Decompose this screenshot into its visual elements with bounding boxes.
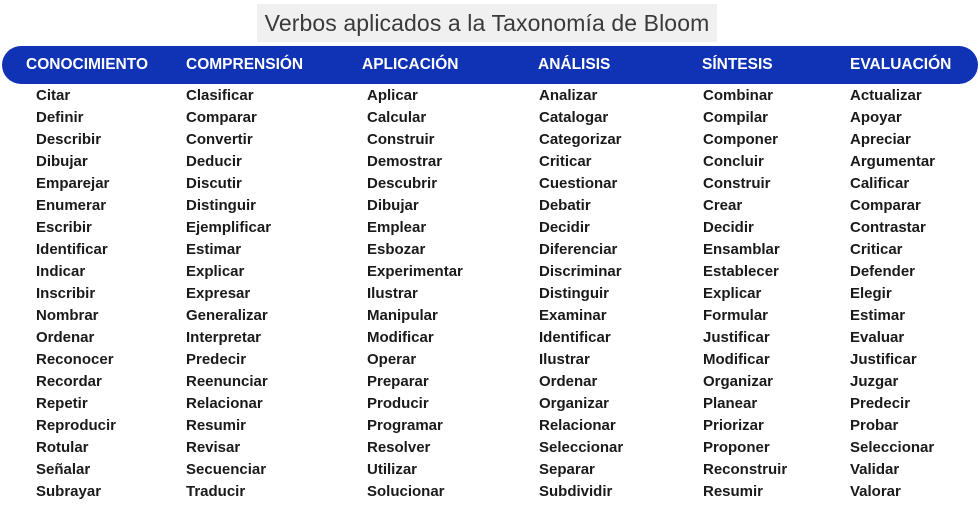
verb-item: Calificar (850, 175, 910, 192)
verb-item: Clasificar (186, 87, 254, 104)
verb-item: Dibujar (367, 197, 419, 214)
verb-item: Rotular (36, 439, 89, 456)
verb-item: Decidir (539, 219, 590, 236)
page-title: Verbos aplicados a la Taxonomía de Bloom (257, 4, 717, 42)
verb-item: Contrastar (850, 219, 926, 236)
verb-list-comprension (186, 85, 271, 503)
verb-item: Subrayar (36, 483, 102, 500)
verb-item: Experimentar (367, 263, 463, 280)
verb-item: Catalogar (539, 109, 609, 126)
verb-item: Señalar (36, 461, 91, 478)
verb-item: Ordenar (539, 373, 598, 390)
verb-item: Solucionar (367, 483, 445, 500)
verb-item: Validar (850, 461, 900, 478)
verb-item: Construir (367, 131, 435, 148)
verb-item: Identificar (36, 241, 108, 258)
verb-item: Revisar (186, 439, 241, 456)
verb-item: Modificar (367, 329, 434, 346)
verb-item: Reconstruir (703, 461, 788, 478)
verb-item: Inscribir (36, 285, 96, 302)
verb-item: Estimar (850, 307, 906, 324)
verb-item: Ensamblar (703, 241, 780, 258)
verb-item: Separar (539, 461, 595, 478)
verb-item: Calcular (367, 109, 427, 126)
verb-item: Crear (703, 197, 743, 214)
verb-item: Expresar (186, 285, 251, 302)
verb-item: Resolver (367, 439, 431, 456)
verb-item: Apreciar (850, 131, 911, 148)
verb-list-sintesis (703, 85, 787, 503)
verb-item: Enumerar (36, 197, 107, 214)
verb-item: Justificar (850, 351, 917, 368)
verb-item: Programar (367, 417, 443, 434)
verb-item: Distinguir (186, 197, 256, 214)
verb-item: Emparejar (36, 175, 110, 192)
verb-item: Estimar (186, 241, 242, 258)
verb-item: Justificar (703, 329, 770, 346)
verb-item: Diferenciar (539, 241, 618, 258)
verb-item: Operar (367, 351, 417, 368)
verb-item: Criticar (850, 241, 903, 258)
verb-item: Priorizar (703, 417, 764, 434)
verb-item: Compilar (703, 109, 769, 126)
verb-item: Deducir (186, 153, 242, 170)
verb-item: Modificar (703, 351, 770, 368)
verb-item: Organizar (703, 373, 774, 390)
verb-item: Explicar (703, 285, 762, 302)
verb-item: Demostrar (367, 153, 443, 170)
verb-item: Ordenar (36, 329, 95, 346)
column-header-conocimiento: CONOCIMIENTO (26, 56, 148, 73)
verb-item: Juzgar (850, 373, 899, 390)
verb-list-evaluacion (850, 85, 935, 503)
verb-item: Seleccionar (539, 439, 624, 456)
verb-list-analisis (539, 85, 623, 503)
verb-item: Ilustrar (539, 351, 590, 368)
verb-item: Generalizar (186, 307, 268, 324)
verb-item: Describir (36, 131, 102, 148)
verb-item: Formular (703, 307, 769, 324)
verb-item: Examinar (539, 307, 607, 324)
verb-item: Nombrar (36, 307, 99, 324)
verb-item: Construir (703, 175, 771, 192)
verb-item: Combinar (703, 87, 774, 104)
column-header-comprension: COMPRENSIÓN (186, 56, 304, 73)
verb-list-conocimiento (36, 85, 116, 503)
verb-item: Evaluar (850, 329, 905, 346)
verb-item: Comparar (186, 109, 257, 126)
verb-item: Esbozar (367, 241, 426, 258)
verb-item: Debatir (539, 197, 591, 214)
verb-item: Reenunciar (186, 373, 268, 390)
verb-item: Explicar (186, 263, 245, 280)
column-header-sintesis: SÍNTESIS (702, 56, 773, 73)
verb-item: Componer (703, 131, 778, 148)
verb-item: Probar (850, 417, 899, 434)
verb-item: Elegir (850, 285, 892, 302)
verb-item: Cuestionar (539, 175, 618, 192)
verb-item: Reproducir (36, 417, 117, 434)
verb-item: Traducir (186, 483, 246, 500)
verb-item: Preparar (367, 373, 429, 390)
verb-item: Producir (367, 395, 429, 412)
verb-item: Emplear (367, 219, 427, 236)
verb-item: Categorizar (539, 131, 622, 148)
verb-item: Interpretar (186, 329, 262, 346)
column-header-aplicacion: APLICACIÓN (362, 56, 459, 73)
verb-item: Definir (36, 109, 84, 126)
verb-item: Proponer (703, 439, 770, 456)
verb-item: Concluir (703, 153, 764, 170)
verb-item: Establecer (703, 263, 779, 280)
verb-item: Resumir (186, 417, 247, 434)
verb-item: Resumir (703, 483, 764, 500)
verb-list-aplicacion (367, 85, 463, 503)
verb-item: Discriminar (539, 263, 622, 280)
verb-item: Subdividir (539, 483, 613, 500)
verb-item: Utilizar (367, 461, 418, 478)
verb-item: Indicar (36, 263, 86, 280)
column-header-evaluacion: EVALUACIÓN (850, 56, 952, 73)
column-header-band (2, 46, 978, 84)
verb-item: Citar (36, 87, 71, 104)
verb-item: Escribir (36, 219, 92, 236)
verb-item: Decidir (703, 219, 754, 236)
verb-item: Manipular (367, 307, 438, 324)
verb-item: Defender (850, 263, 916, 280)
verb-item: Distinguir (539, 285, 609, 302)
verb-item: Secuenciar (186, 461, 267, 478)
verb-item: Seleccionar (850, 439, 935, 456)
verb-item: Identificar (539, 329, 611, 346)
verb-item: Discutir (186, 175, 242, 192)
verb-item: Argumentar (850, 153, 936, 170)
verb-item: Valorar (850, 483, 901, 500)
verb-item: Dibujar (36, 153, 88, 170)
verb-item: Predecir (850, 395, 911, 412)
verb-item: Reconocer (36, 351, 114, 368)
column-header-analisis: ANÁLISIS (538, 56, 611, 73)
verb-item: Ilustrar (367, 285, 418, 302)
verb-item: Repetir (36, 395, 88, 412)
verb-item: Planear (703, 395, 758, 412)
verb-item: Organizar (539, 395, 610, 412)
verb-item: Predecir (186, 351, 247, 368)
verb-item: Relacionar (186, 395, 263, 412)
verb-item: Criticar (539, 153, 592, 170)
verb-item: Ejemplificar (186, 219, 272, 236)
verb-item: Apoyar (850, 109, 902, 126)
verb-item: Actualizar (850, 87, 922, 104)
verb-item: Convertir (186, 131, 253, 148)
verb-item: Descubrir (367, 175, 438, 192)
verb-item: Aplicar (367, 87, 418, 104)
verb-item: Analizar (539, 87, 598, 104)
verb-item: Relacionar (539, 417, 616, 434)
verb-item: Comparar (850, 197, 921, 214)
verb-item: Recordar (36, 373, 102, 390)
